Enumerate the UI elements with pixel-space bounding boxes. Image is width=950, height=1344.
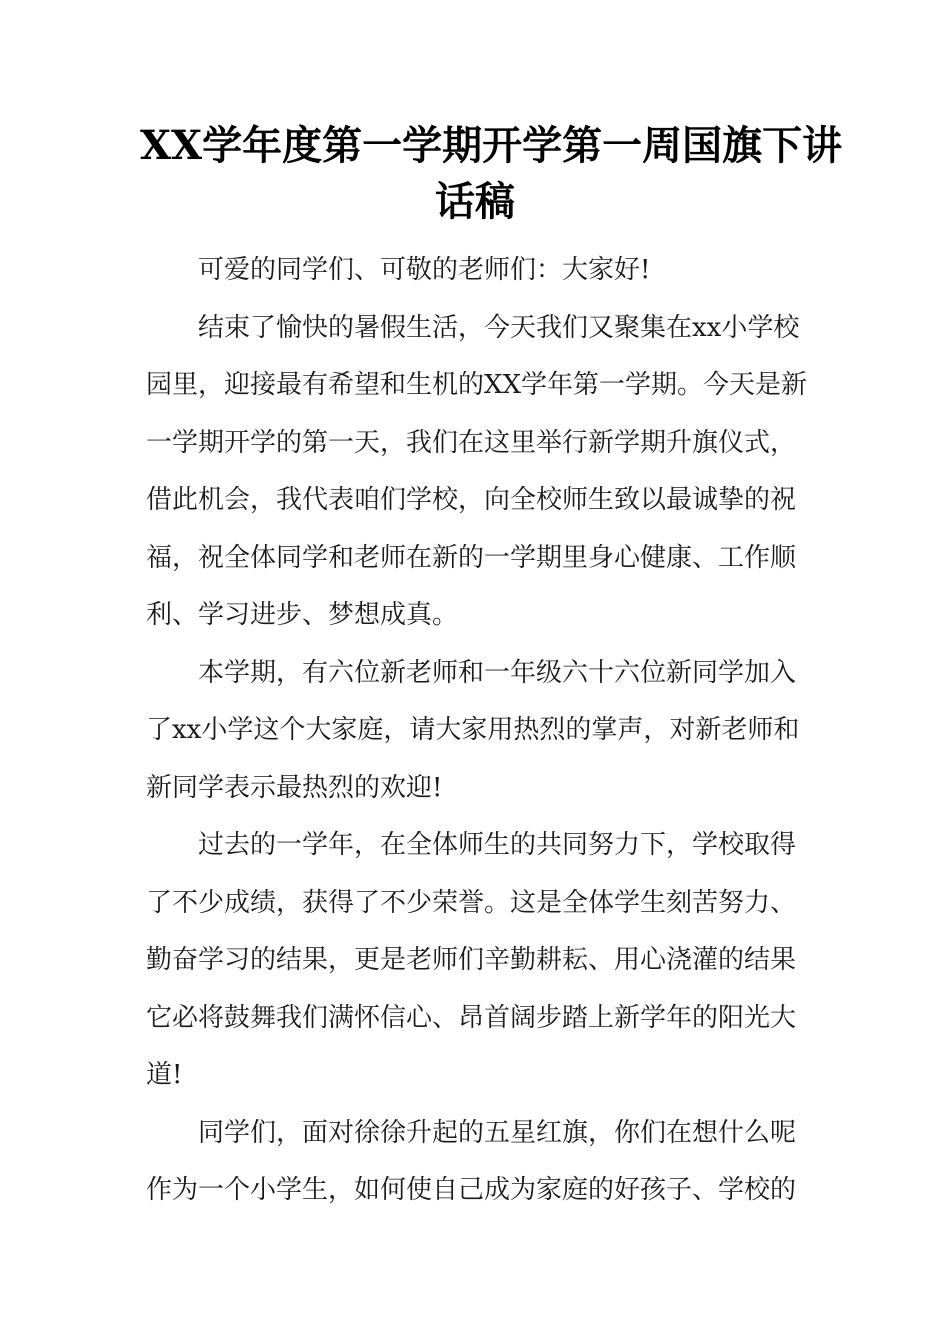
paragraph-line: 勤奋学习的结果，更是老师们辛勤耕耘、用心浇灌的结果	[146, 945, 797, 975]
paragraph-line: 新同学表示最热烈的欢迎!	[146, 772, 443, 803]
title-line-1: XX学年度第一学期开学第一周国旗下讲	[140, 122, 843, 169]
paragraph-line: 它必将鼓舞我们满怀信心、昂首阔步踏上新学年的阳光大	[146, 1002, 797, 1033]
paragraph-line: 结束了愉快的暑假生活，今天我们又聚集在xx小学校	[198, 312, 800, 343]
paragraph-line: 作为一个小学生，如何使自己成为家庭的好孩子、学校的	[146, 1175, 797, 1205]
paragraph-line: 本学期，有六位新老师和一年级六十六位新同学加入	[198, 657, 797, 688]
document-body	[146, 242, 812, 1220]
title-line-2: 话稿	[435, 178, 515, 225]
paragraph-line: 一学期开学的第一天，我们在这里举行新学期升旗仪式，	[146, 427, 797, 458]
paragraph-line: 福，祝全体同学和老师在新的一学期里身心健康、工作顺	[146, 542, 797, 573]
paragraph-line: 利、学习进步、梦想成真。	[146, 600, 459, 630]
paragraph-line: 借此机会，我代表咱们学校，向全校师生致以最诚挚的祝	[146, 485, 797, 515]
document-title	[140, 118, 843, 230]
paragraph-line: 同学们，面对徐徐升起的五星红旗，你们在想什么呢	[198, 1117, 797, 1148]
paragraph-line: 园里，迎接最有希望和生机的XX学年第一学期。今天是新	[146, 370, 808, 400]
paragraph-line: 了xx小学这个大家庭，请大家用热烈的掌声，对新老师和	[146, 715, 800, 745]
greeting-line: 可爱的同学们、可敬的老师们：大家好!	[198, 255, 651, 285]
paragraph-line: 过去的一学年，在全体师生的共同努力下，学校取得	[198, 830, 797, 860]
paragraph-line: 了不少成绩，获得了不少荣誉。这是全体学生刻苦努力、	[146, 887, 797, 918]
paragraph-line: 道!	[146, 1060, 183, 1090]
